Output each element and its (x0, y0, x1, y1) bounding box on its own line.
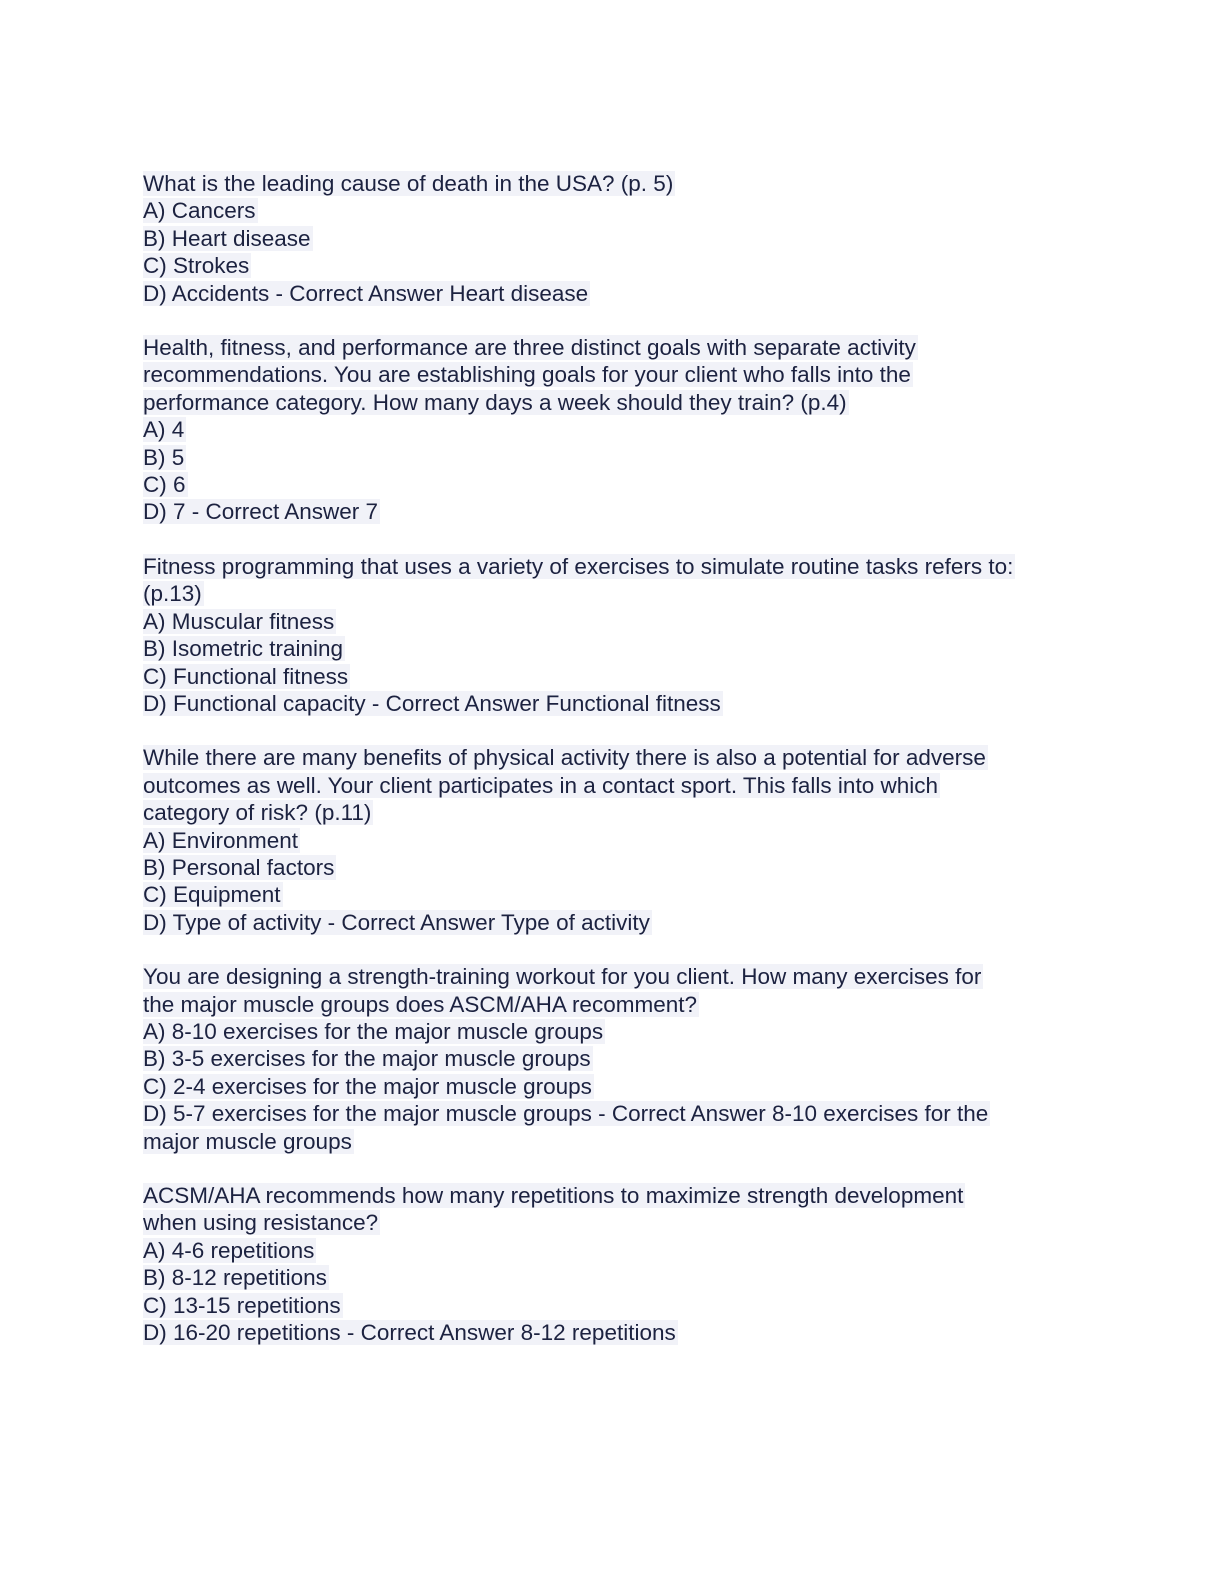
question-block-4 (143, 744, 1083, 936)
answer-option-c: C) Functional fitness (143, 663, 349, 689)
answer-option-d-with-correct-answer: D) 7 - Correct Answer 7 (143, 499, 379, 525)
answer-option-b: B) 8-12 repetitions (143, 1265, 327, 1291)
answer-option-c: C) 6 (143, 472, 186, 498)
question-block-1 (143, 170, 1083, 307)
question-text: recommendations. You are establishing goals for your client who falls into the (143, 362, 911, 388)
question-text: While there are many benefits of physical activity there is also a potential for adverse (143, 745, 986, 771)
answer-option-a: A) 4 (143, 417, 185, 443)
question-block-5 (143, 963, 1083, 1155)
answer-option-b: B) Personal factors (143, 854, 335, 880)
answer-option-d-with-correct-answer: D) Type of activity - Correct Answer Type of activity (143, 909, 650, 935)
answer-option-d-with-correct-answer: D) Accidents - Correct Answer Heart disease (143, 280, 589, 306)
question-text: What is the leading cause of death in the USA? (p. 5) (143, 171, 674, 196)
answer-option-a: A) Cancers (143, 198, 256, 224)
answer-option-b: B) Heart disease (143, 225, 311, 251)
question-text: performance category. How many days a week should they train? (p.4) (143, 389, 847, 415)
question-text: the major muscle groups does ASCM/AHA recomment? (143, 991, 697, 1017)
question-text: You are designing a strength-training workout for you client. How many exercises for (143, 964, 982, 990)
question-block-3 (143, 553, 1083, 717)
question-text: Health, fitness, and performance are three distinct goals with separate activity (143, 335, 916, 361)
answer-option-a: A) 4-6 repetitions (143, 1237, 315, 1263)
answer-option-c: C) 13-15 repetitions (143, 1292, 341, 1318)
document-content (143, 170, 1083, 1373)
answer-option-c: C) Equipment (143, 882, 281, 908)
answer-option-c: C) Strokes (143, 253, 250, 279)
answer-option-a: A) Environment (143, 827, 299, 853)
question-text: outcomes as well. Your client participates in a contact sport. This falls into which (143, 772, 938, 798)
answer-option-d-with-correct-answer: D) 16-20 repetitions - Correct Answer 8-12 repetitions (143, 1320, 676, 1346)
question-block-2 (143, 334, 1083, 526)
question-text: (p.13) (143, 581, 202, 607)
question-text: when using resistance? (143, 1210, 379, 1236)
question-text: ACSM/AHA recommends how many repetitions to maximize strength development (143, 1183, 964, 1208)
question-block-6 (143, 1182, 1083, 1346)
question-text: Fitness programming that uses a variety of exercises to simulate routine tasks refers to: (143, 553, 1014, 579)
answer-option-c: C) 2-4 exercises for the major muscle groups (143, 1073, 592, 1099)
answer-option-d-with-correct-answer: D) Functional capacity - Correct Answer Functional fitness (143, 690, 721, 716)
answer-option-d-with-correct-answer: D) 5-7 exercises for the major muscle groups - Correct Answer 8-10 exercises for the (143, 1101, 989, 1127)
answer-option-b: B) 5 (143, 444, 185, 470)
answer-option-a: A) Muscular fitness (143, 608, 335, 634)
answer-option-b: B) 3-5 exercises for the major muscle groups (143, 1046, 591, 1072)
question-text: category of risk? (p.11) (143, 800, 372, 826)
answer-option-a: A) 8-10 exercises for the major muscle groups (143, 1018, 604, 1044)
answer-option-b: B) Isometric training (143, 636, 344, 662)
correct-answer-continuation: major muscle groups (143, 1128, 352, 1154)
